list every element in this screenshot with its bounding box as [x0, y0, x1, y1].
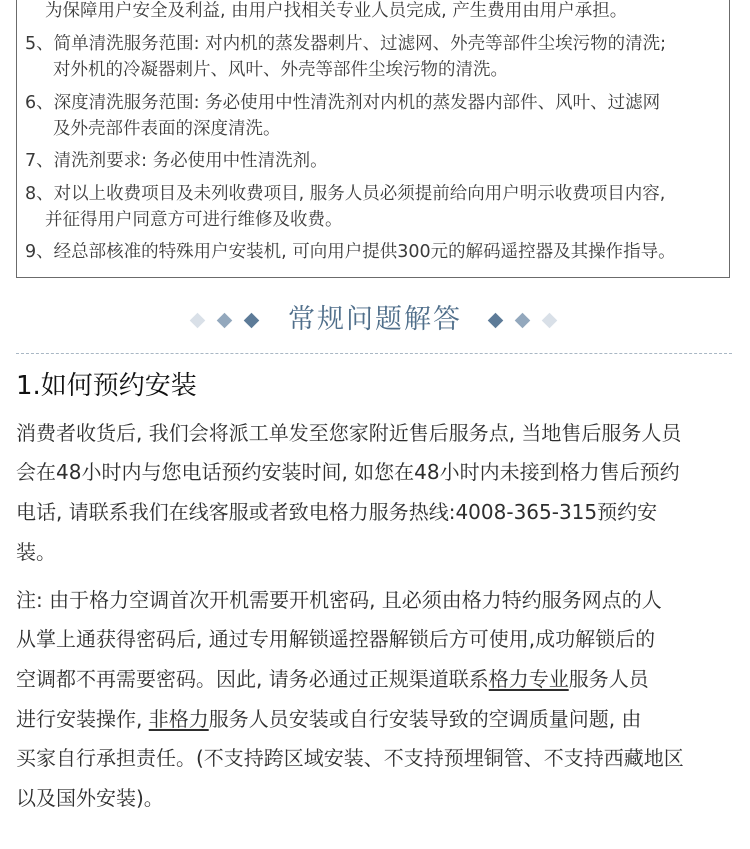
service-notice-box	[16, 0, 730, 278]
notice-line-2: 5、简单清洗服务范围: 对内机的蒸发器刺片、过滤网、外壳等部件尘埃污物的清洗;	[25, 34, 666, 54]
note-line: 买家自行承担责任。(不支持跨区域安装、不支持预埋铜管、不支持西藏地区	[16, 746, 684, 770]
section-header	[0, 298, 750, 348]
note-line: 从掌上通获得密码后, 通过专用解锁遥控器解锁后方可使用,成功解锁后的	[16, 627, 656, 651]
gree-professional-underlined-text: 格力专业	[488, 667, 569, 691]
notice-line-6: 7、清洗剂要求: 务必使用中性清洗剂。	[25, 151, 328, 171]
answer-line: 消费者收货后, 我们会将派工单发至您家附近售后服务点, 当地售后服务人员	[16, 421, 682, 445]
note-line: 以及国外安装)。	[16, 786, 164, 810]
notice-line-4: 6、深度清洗服务范围: 务必使用中性清洗剂对内机的蒸发器内部件、风叶、过滤网	[25, 93, 661, 113]
notice-line-5: 及外壳部件表面的深度清洗。	[53, 119, 281, 139]
notice-line-7: 8、对以上收费项目及未列收费项目, 服务人员必须提前给向用户明示收费项目内容,	[25, 184, 666, 204]
note-text: 服务人员安装或自行安装导致的空调质量问题, 由	[208, 707, 642, 731]
answer-line: 电话, 请联系我们在线客服或者致电格力服务热线:4008-365-315预约安	[16, 500, 658, 524]
notice-line-8: 并征得用户同意方可进行维修及收费。	[45, 210, 343, 230]
question-title: 1.如何预约安装	[16, 371, 197, 401]
note-line	[16, 704, 641, 734]
section-title: 常规问题解答	[288, 304, 462, 335]
note-text: 进行安装操作,	[16, 707, 149, 731]
section-divider	[16, 353, 732, 354]
note-line: 注: 由于格力空调首次开机需要开机密码, 且必须由格力特约服务网点的人	[16, 588, 662, 612]
note-text: 空调都不再需要密码。因此, 请务必通过正规渠道联系	[16, 667, 489, 691]
answer-line: 会在48小时内与您电话预约安装时间, 如您在48小时内未接到格力售后预约	[16, 460, 680, 484]
answer-line: 装。	[16, 540, 56, 564]
non-gree-underlined-text: 非格力	[148, 707, 209, 731]
notice-line-1: 为保障用户安全及利益, 由用户找相关专业人员完成, 产生费用由用户承担。	[45, 1, 628, 21]
note-line	[16, 664, 649, 694]
notice-line-3: 对外机的冷凝器刺片、风叶、外壳等部件尘埃污物的清洗。	[53, 60, 508, 80]
note-text: 服务人员	[568, 667, 649, 691]
notice-line-9: 9、经总部核准的特殊用户安装机, 可向用户提供300元的解码遥控器及其操作指导。	[25, 242, 676, 262]
